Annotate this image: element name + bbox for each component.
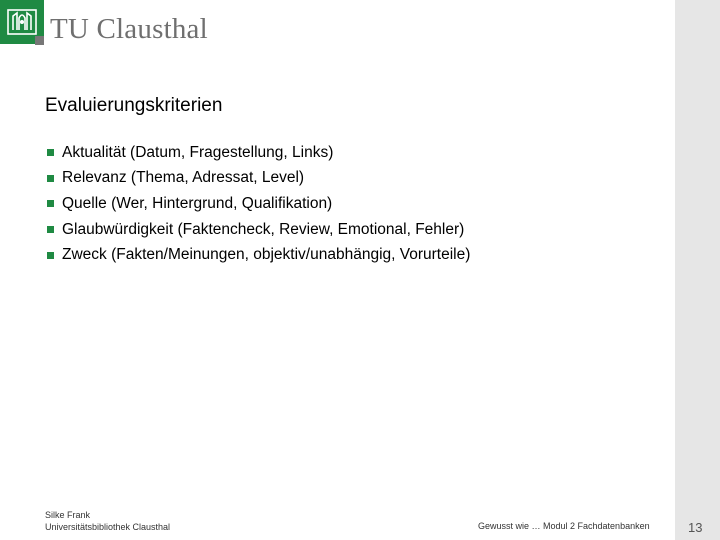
- square-bullet-icon: [47, 175, 54, 182]
- bullet-item: [45, 140, 470, 166]
- bullet-text: Quelle (Wer, Hintergrund, Qualifikation): [62, 194, 333, 212]
- bullet-text: Zweck (Fakten/Meinungen, objektiv/unabhängig, Vorurteile): [62, 246, 471, 264]
- bullet-item: [45, 242, 470, 268]
- footer-author-block: [45, 510, 170, 533]
- bullet-item: [45, 217, 470, 243]
- bullet-text: Glaubwürdigkeit (Faktencheck, Review, Emotional, Fehler): [62, 220, 465, 238]
- square-bullet-icon: [47, 226, 54, 233]
- right-sidebar: [675, 0, 720, 540]
- bullet-item: [45, 166, 470, 192]
- square-bullet-icon: [47, 252, 54, 259]
- bullet-item: [45, 191, 470, 217]
- footer-course: Gewusst wie … Modul 2 Fachdatenbanken: [478, 521, 650, 531]
- university-logo-text: TU Clausthal: [50, 13, 208, 45]
- page-number: 13: [688, 520, 703, 535]
- slide-title: Evaluierungskriterien: [45, 95, 223, 116]
- bullet-text: Relevanz (Thema, Adressat, Level): [62, 169, 305, 187]
- footer-author: Silke Frank: [45, 510, 91, 520]
- footer-institution: Universitätsbibliothek Clausthal: [45, 521, 171, 532]
- square-bullet-icon: [47, 149, 54, 156]
- seal-emblem-icon: [4, 4, 40, 40]
- logo-accent-square: [35, 36, 44, 45]
- bullet-list: [45, 140, 470, 268]
- square-bullet-icon: [47, 200, 54, 207]
- bullet-text: Aktualität (Datum, Fragestellung, Links): [62, 143, 334, 161]
